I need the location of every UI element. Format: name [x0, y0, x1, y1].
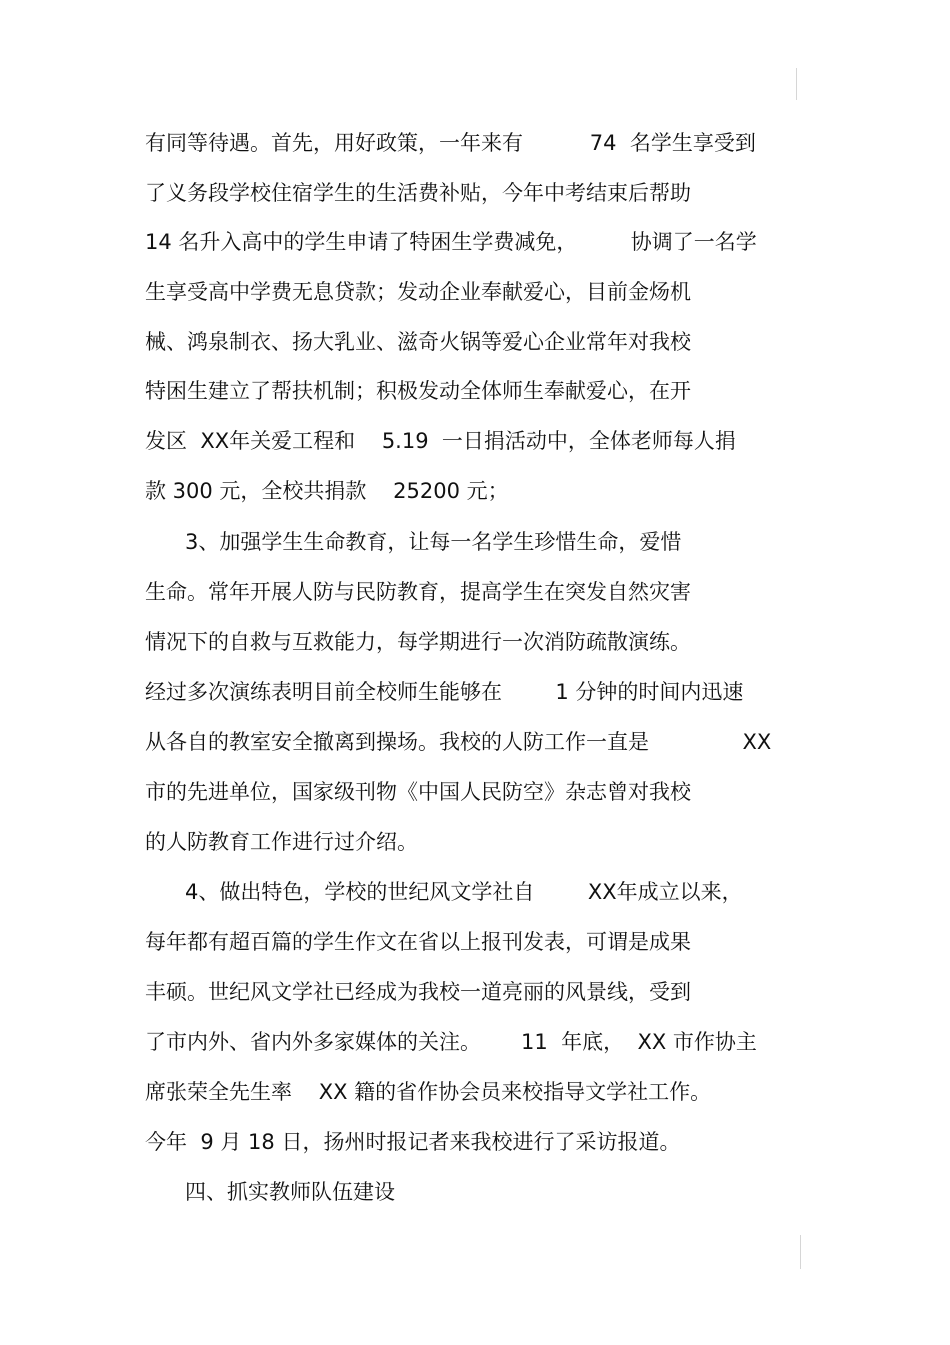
text-line: 了市内外、省内外多家媒体的关注。 11 年底， XX 市作协主 [145, 1030, 757, 1054]
text-line: 市的先进单位，国家级刊物《中国人民防空》杂志曾对我校 [145, 780, 691, 804]
text-line: 生命。常年开展人防与民防教育，提高学生在突发自然灾害 [145, 580, 691, 604]
text-line: 4、做出特色，学校的世纪风文学社自 XX年成立以来， [145, 880, 743, 904]
text-line: 款 300 元，全校共捐款 25200 元； [145, 479, 509, 503]
text-line: 经过多次演练表明目前全校师生能够在 1 分钟的时间内迅速 [145, 680, 744, 704]
text-line: 每年都有超百篇的学生作文在省以上报刊发表，可谓是成果 [145, 930, 691, 954]
text-line: 丰硕。世纪风文学社已经成为我校一道亮丽的风景线，受到 [145, 980, 691, 1004]
text-line: 了义务段学校住宿学生的生活费补贴，今年中考结束后帮助 [145, 181, 691, 205]
text-line: 3、加强学生生命教育，让每一名学生珍惜生命，爱惜 [145, 530, 682, 554]
text-line: 今年 9 月 18 日，扬州时报记者来我校进行了采访报道。 [145, 1130, 681, 1154]
text-line: 生享受高中学费无息贷款；发动企业奉献爱心，目前金炀机 [145, 280, 691, 304]
section-heading: 四、抓实教师队伍建设 [145, 1180, 396, 1204]
text-line: 14 名升入高中的学生申请了特困生学费减免， 协调了一名学 [145, 230, 757, 254]
text-line: 的人防教育工作进行过介绍。 [145, 830, 418, 854]
text-line: 有同等待遇。首先，用好政策，一年来有 74 名学生享受到 [145, 131, 756, 155]
bottom-right-corner-mark [800, 1235, 801, 1269]
text-line: 情况下的自救与互救能力，每学期进行一次消防疏散演练。 [145, 630, 691, 654]
text-line: 械、鸿泉制衣、扬大乳业、滋奇火锅等爱心企业常年对我校 [145, 330, 691, 354]
text-line: 席张荣全先生率 XX 籍的省作协会员来校指导文学社工作。 [145, 1080, 712, 1104]
text-line: 发区 XX年关爱工程和 5.19 一日捐活动中，全体老师每人捐 [145, 429, 736, 453]
text-line: 从各自的教室安全撤离到操场。我校的人防工作一直是 XX [145, 730, 772, 754]
text-line: 特困生建立了帮扶机制；积极发动全体师生奉献爱心，在开 [145, 379, 691, 403]
top-right-corner-mark [796, 68, 797, 100]
